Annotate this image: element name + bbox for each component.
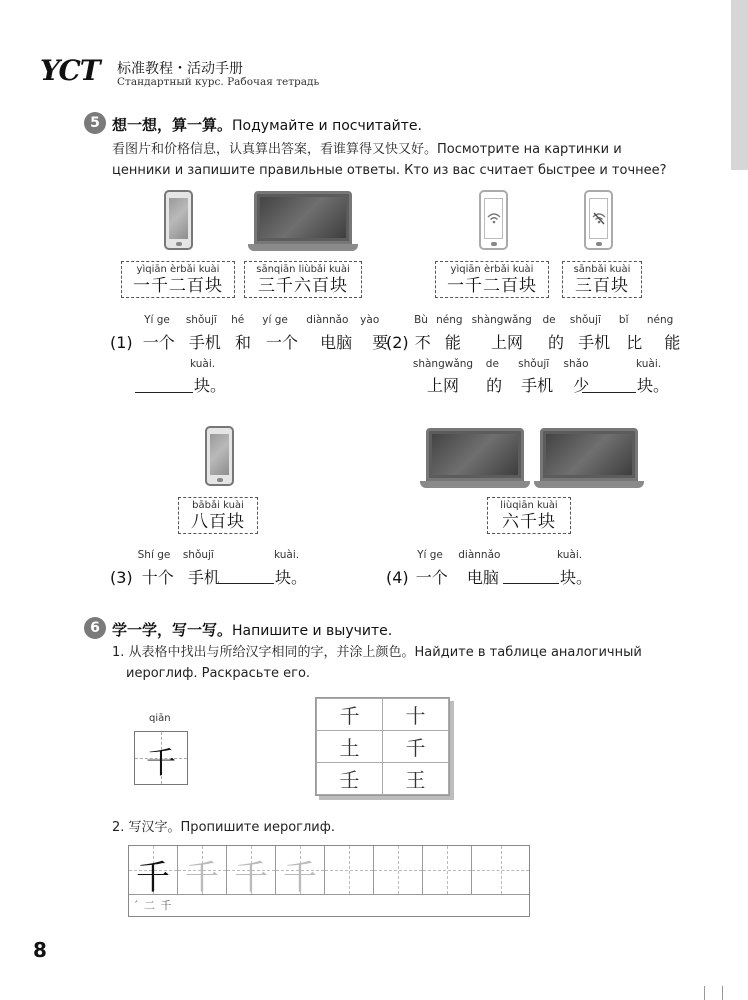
laptop-image bbox=[248, 191, 358, 251]
laptop-image bbox=[420, 428, 530, 488]
page-number: 8 bbox=[33, 938, 47, 962]
instruction-line-2: ценники и запишите правильные ответы. Кто из вас считает быстрее и точнее? bbox=[112, 163, 667, 178]
question-1-pinyin: Yí ge shǒujī hé yí ge diànnǎo yào bbox=[144, 314, 380, 326]
task-1-line-1: 1. 从表格中找出与所给汉字相同的字，并涂上颜色。Найдите в таблице аналогичный bbox=[112, 645, 642, 660]
answer-blank-3[interactable] bbox=[218, 583, 274, 584]
question-3-end: 块。 bbox=[275, 568, 308, 587]
section-title bbox=[112, 114, 422, 135]
question-4-pinyin: Yí ge diànnǎo bbox=[417, 549, 501, 561]
practice-cell: 千 bbox=[276, 846, 325, 894]
stroke-order: ˊ 二 千 bbox=[133, 899, 173, 912]
question-3-text: (3) 十个 手机 bbox=[110, 568, 220, 587]
practice-cell[interactable] bbox=[325, 846, 374, 894]
practice-cell: 千 bbox=[178, 846, 227, 894]
question-2-text: (2) 不 能 上网 的 手机 比 能 bbox=[386, 333, 681, 352]
section-title-ru: Подумайте и посчитайте. bbox=[232, 118, 422, 134]
grid-cell[interactable]: 千 bbox=[317, 699, 383, 731]
grid-cell[interactable]: 十 bbox=[383, 699, 449, 731]
grid-cell[interactable]: 土 bbox=[317, 731, 383, 763]
side-tab bbox=[731, 0, 748, 170]
phone-image bbox=[205, 426, 234, 486]
question-4-end-pinyin: kuài. bbox=[557, 549, 583, 561]
question-2-line2-text: 上网 的 手机 少 bbox=[426, 376, 590, 395]
grid-cell[interactable]: 壬 bbox=[317, 763, 383, 795]
section-number-badge: 5 bbox=[84, 112, 106, 134]
grid-cell[interactable]: 千 bbox=[383, 731, 449, 763]
phone-no-wifi-image bbox=[584, 190, 613, 250]
writing-practice-grid bbox=[128, 845, 530, 917]
practice-cell: 千 bbox=[129, 846, 178, 894]
stroke-order-row bbox=[129, 894, 529, 917]
section-title-cn: 学一学，写一写。 bbox=[112, 621, 233, 639]
question-3-pinyin: Shí ge shǒujī bbox=[137, 549, 214, 561]
wifi-icon bbox=[487, 212, 501, 224]
task-1-line-2: иероглиф. Раскрасьте его. bbox=[126, 666, 311, 681]
phone-image bbox=[164, 190, 193, 250]
price-tag: sānqiān liùbǎi kuài 三千六百块 bbox=[244, 261, 362, 298]
question-2-end-pinyin: kuài. bbox=[636, 358, 662, 370]
phone-wifi-image bbox=[479, 190, 508, 250]
section-title bbox=[112, 619, 392, 640]
grid-cell[interactable]: 王 bbox=[383, 763, 449, 795]
task-2-label: 2. 写汉字。Пропишите иероглиф. bbox=[112, 820, 335, 835]
practice-cell: 千 bbox=[227, 846, 276, 894]
price-tag: bābǎi kuài 八百块 bbox=[178, 497, 258, 534]
practice-cell[interactable] bbox=[423, 846, 472, 894]
character-grid bbox=[315, 697, 450, 796]
question-2-pinyin: Bù néng shàngwǎng de shǒujī bǐ néng bbox=[414, 314, 674, 326]
section-title-ru: Напишите и выучите. bbox=[232, 623, 393, 639]
question-2-line2-pinyin: shàngwǎng de shǒujī shǎo bbox=[412, 358, 589, 370]
given-char-pinyin: qiān bbox=[149, 713, 171, 724]
practice-cell[interactable] bbox=[472, 846, 529, 894]
price-tag: yìqiān èrbǎi kuài 一千二百块 bbox=[121, 261, 235, 298]
question-1-end-pinyin: kuài. bbox=[190, 358, 216, 370]
given-char: 千 bbox=[146, 746, 176, 781]
crop-mark bbox=[722, 986, 723, 1000]
question-1-end: 块。 bbox=[194, 376, 227, 395]
given-char-box bbox=[134, 731, 188, 785]
header-title-ru: Стандартный курс. Рабочая тетрадь bbox=[117, 76, 320, 88]
question-2-end: 块。 bbox=[637, 376, 670, 395]
header-title-cn: 标准教程・活动手册 bbox=[117, 61, 243, 77]
question-1-text: (1) 一个 手机 和 一个 电脑 要 bbox=[110, 333, 389, 352]
brand-logo: YCT bbox=[40, 54, 100, 87]
price-tag: liùqiān kuài 六千块 bbox=[487, 497, 571, 534]
question-4-end: 块。 bbox=[560, 568, 593, 587]
instruction-line-1: 看图片和价格信息，认真算出答案，看谁算得又快又好。Посмотрите на картинки и bbox=[112, 142, 622, 157]
laptop-image bbox=[534, 428, 644, 488]
price-tag: yìqiān èrbǎi kuài 一千二百块 bbox=[435, 261, 549, 298]
practice-cell[interactable] bbox=[374, 846, 423, 894]
answer-blank-4[interactable] bbox=[503, 583, 559, 584]
section-number-badge: 6 bbox=[84, 617, 106, 639]
crop-mark bbox=[704, 986, 705, 1000]
price-tag: sānbǎi kuài 三百块 bbox=[562, 261, 642, 298]
question-4-text: (4) 一个 电脑 bbox=[386, 568, 499, 587]
answer-blank-1[interactable] bbox=[135, 392, 193, 393]
question-3-end-pinyin: kuài. bbox=[274, 549, 300, 561]
no-wifi-icon bbox=[592, 211, 606, 225]
answer-blank-2[interactable] bbox=[582, 392, 636, 393]
section-title-cn: 想一想，算一算。 bbox=[112, 116, 233, 134]
